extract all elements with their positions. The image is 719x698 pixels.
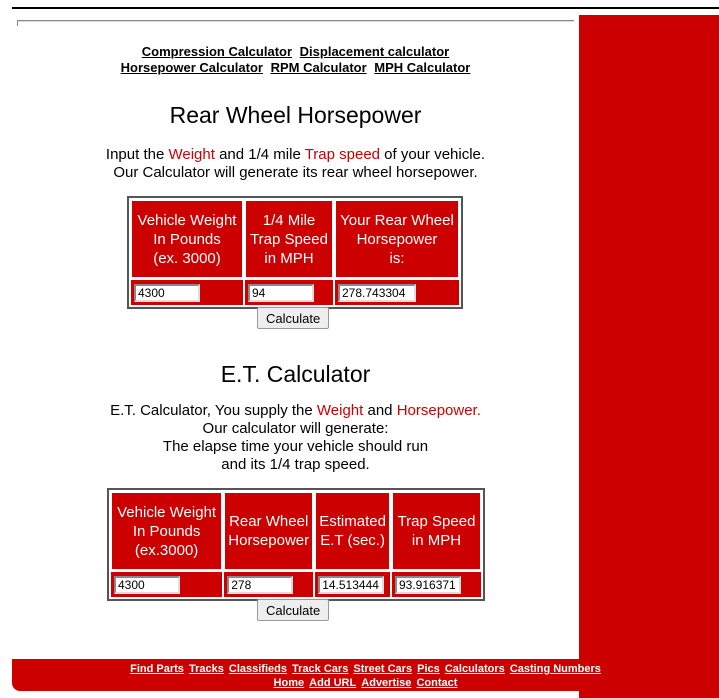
header-vehicle-weight	[131, 200, 243, 278]
footer-link-pics[interactable]: Pics	[417, 663, 440, 675]
footer-nav	[12, 662, 719, 690]
header-line: Estimated	[319, 513, 386, 530]
footer-link-advertise[interactable]: Advertise	[361, 677, 412, 689]
intro-trap-word: Trap speed	[304, 146, 381, 163]
header-line: Horsepower	[356, 230, 438, 248]
divider	[17, 20, 574, 22]
et-cell	[315, 572, 390, 597]
header-vehicle-weight	[111, 492, 222, 570]
rwhp-title: Rear Wheel Horsepower	[169, 102, 422, 128]
footer-link-calculators[interactable]: Calculators	[444, 663, 505, 675]
rwhp-calculate-button[interactable]: Calculate	[257, 307, 329, 329]
rwhp-intro	[12, 146, 579, 182]
header-line: in MPH	[264, 249, 314, 267]
intro-text: of your vehicle.	[380, 146, 486, 163]
intro-horsepower-word: Horsepower.	[396, 402, 481, 419]
intro-weight-word: Weight	[168, 146, 215, 163]
hp-cell	[224, 572, 313, 597]
footer-link-casting-numbers[interactable]: Casting Numbers	[509, 663, 601, 675]
nav-displacement-calculator[interactable]: Displacement calculator	[299, 44, 450, 59]
footer-link-add-url[interactable]: Add URL	[309, 677, 357, 689]
header-line: E.T (sec.)	[320, 532, 385, 549]
header-rear-wheel-horsepower	[224, 492, 313, 570]
trap-speed-input[interactable]	[248, 284, 314, 302]
nav-rpm-calculator[interactable]: RPM Calculator	[270, 60, 367, 75]
header-line: Vehicle Weight	[137, 211, 237, 229]
intro-line2: Our calculator will generate:	[202, 420, 389, 437]
nav-mph-calculator[interactable]: MPH Calculator	[374, 60, 471, 75]
footer-link-tracks[interactable]: Tracks	[188, 663, 224, 675]
header-trap-speed	[392, 492, 481, 570]
et-result-input[interactable]	[318, 576, 384, 594]
footer-link-home[interactable]: Home	[273, 677, 305, 689]
header-trap-speed	[245, 200, 333, 278]
header-result-horsepower	[335, 200, 459, 278]
et-title: E.T. Calculator	[220, 361, 371, 387]
header-line: is:	[389, 249, 405, 267]
header-line: Trap Speed	[250, 230, 328, 248]
intro-text: E.T. Calculator, You supply the	[110, 402, 317, 419]
et-trap-speed-input[interactable]	[395, 576, 461, 594]
footer-link-street-cars[interactable]: Street Cars	[353, 663, 413, 675]
et-calculate-button[interactable]: Calculate	[257, 599, 329, 621]
header-line: Rear Wheel	[229, 513, 309, 530]
header-line: 1/4 Mile	[262, 211, 316, 229]
calculator-nav	[12, 44, 579, 76]
et-weight-input[interactable]	[114, 576, 180, 594]
intro-text: Input the	[105, 146, 169, 163]
header-line: In Pounds	[153, 230, 221, 248]
footer-link-track-cars[interactable]: Track Cars	[292, 663, 349, 675]
right-sidebar	[579, 15, 719, 698]
footer-link-contact[interactable]: Contact	[416, 677, 458, 689]
footer-link-find-parts[interactable]: Find Parts	[130, 663, 184, 675]
intro-line4: and its 1/4 trap speed.	[221, 456, 370, 473]
intro-text: and	[363, 402, 397, 419]
trap-cell	[392, 572, 481, 597]
header-line: in MPH	[411, 532, 462, 549]
weight-cell	[111, 572, 222, 597]
header-estimated-et	[315, 492, 390, 570]
result-cell	[335, 280, 459, 305]
header-line: Your Rear Wheel	[340, 211, 454, 229]
weight-cell	[131, 280, 243, 305]
header-line: (ex.3000)	[134, 541, 199, 559]
nav-compression-calculator[interactable]: Compression Calculator	[141, 44, 293, 59]
et-intro	[12, 402, 579, 474]
weight-input[interactable]	[134, 284, 200, 302]
intro-line3: The elapse time your vehicle should run	[162, 438, 429, 455]
trap-cell	[245, 280, 333, 305]
horsepower-result-input[interactable]	[338, 284, 416, 302]
et-table	[107, 488, 485, 601]
nav-horsepower-calculator[interactable]: Horsepower Calculator	[120, 60, 263, 75]
top-border	[12, 7, 719, 9]
intro-weight-word: Weight	[316, 402, 364, 419]
rwhp-table	[127, 196, 463, 309]
intro-text: and 1/4 mile	[214, 146, 305, 163]
header-line: Trap Speed	[397, 513, 476, 530]
et-horsepower-input[interactable]	[227, 576, 293, 594]
header-line: Horsepower	[228, 532, 310, 549]
intro-line2: Our Calculator will generate its rear wheel horsepower.	[113, 164, 478, 181]
footer-link-classifieds[interactable]: Classifieds	[228, 663, 287, 675]
header-line: Vehicle Weight	[117, 503, 217, 521]
header-line: (ex. 3000)	[153, 249, 221, 267]
header-line: In Pounds	[132, 522, 201, 540]
